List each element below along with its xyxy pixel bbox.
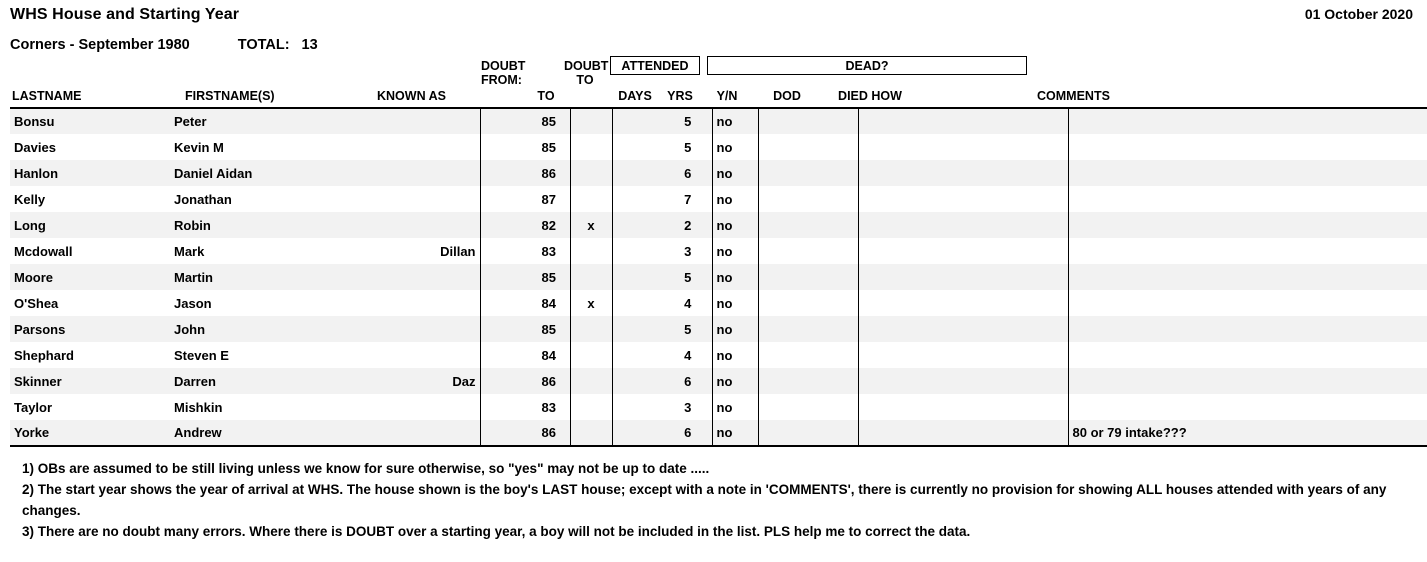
cell-to-year: 85 bbox=[541, 139, 556, 155]
roster-table-body bbox=[10, 108, 1427, 446]
cell-comments bbox=[1068, 316, 1427, 342]
cell-days bbox=[612, 238, 664, 264]
cell-firstnames: John bbox=[174, 321, 206, 337]
cell-doubt-from bbox=[480, 420, 528, 446]
cell-died-how bbox=[858, 108, 1068, 134]
cell-died-how bbox=[858, 290, 1068, 316]
cell-to-year: 82 bbox=[541, 217, 556, 233]
col-dead-group: DEAD? bbox=[707, 56, 1027, 75]
cell-doubt-from bbox=[480, 264, 528, 290]
cell-firstnames: Mark bbox=[174, 243, 205, 259]
house-summary-row bbox=[10, 24, 1417, 53]
cell-to-year: 86 bbox=[541, 373, 556, 389]
col-doubt-from-line1: DOUBT bbox=[481, 59, 526, 73]
cell-known-as bbox=[370, 342, 480, 368]
cell-lastname: Mcdowall bbox=[14, 243, 73, 259]
cell-yrs: 6 bbox=[684, 165, 692, 181]
cell-yn: no bbox=[712, 290, 758, 316]
cell-firstnames: Kevin M bbox=[174, 139, 224, 155]
cell-doubt-from bbox=[480, 212, 528, 238]
cell-known-as bbox=[370, 264, 480, 290]
cell-lastname: Shephard bbox=[14, 347, 74, 363]
document-date: 01 October 2020 bbox=[1304, 6, 1413, 22]
total-value: 13 bbox=[301, 37, 318, 53]
cell-doubt-to: x bbox=[570, 212, 612, 238]
cell-doubt-to bbox=[570, 342, 612, 368]
cell-yrs: 3 bbox=[684, 243, 692, 259]
cell-doubt-to bbox=[570, 394, 612, 420]
cell-to-year: 87 bbox=[541, 191, 556, 207]
cell-dod bbox=[758, 134, 858, 160]
house-and-date: Corners - September 1980 bbox=[10, 37, 190, 53]
cell-known-as bbox=[370, 186, 480, 212]
cell-firstnames: Robin bbox=[174, 217, 211, 233]
cell-yrs: 5 bbox=[684, 139, 692, 155]
table-row[interactable] bbox=[10, 108, 1427, 134]
cell-to-year: 86 bbox=[528, 420, 570, 446]
cell-lastname: Bonsu bbox=[10, 108, 170, 134]
cell-to-year: 86 bbox=[541, 165, 556, 181]
cell-yn: no bbox=[712, 394, 758, 420]
cell-days bbox=[612, 134, 664, 160]
cell-firstnames: Peter bbox=[170, 108, 370, 134]
col-doubt-to-line1: DOUBT bbox=[564, 59, 609, 73]
cell-lastname: O'Shea bbox=[14, 295, 59, 311]
cell-to-year: 85 bbox=[528, 108, 570, 134]
cell-dod bbox=[758, 316, 858, 342]
cell-days bbox=[612, 108, 664, 134]
cell-known-as bbox=[370, 420, 480, 446]
table-row[interactable] bbox=[10, 368, 1427, 394]
cell-doubt-to bbox=[570, 238, 612, 264]
cell-comments bbox=[1068, 212, 1427, 238]
cell-doubt-to bbox=[570, 134, 612, 160]
cell-firstnames: Jason bbox=[174, 295, 212, 311]
cell-to-year: 83 bbox=[541, 399, 556, 415]
roster-table bbox=[10, 107, 1427, 447]
footnote-2: 2) The start year shows the year of arrival at WHS. The house shown is the boy's LAST house; except with a note in 'COMMENTS', there is currently no provision for showing ALL houses attended with years of any changes. bbox=[22, 481, 1387, 518]
cell-days bbox=[612, 212, 664, 238]
cell-comments bbox=[1068, 342, 1427, 368]
cell-known-as bbox=[370, 212, 480, 238]
cell-yn: no bbox=[712, 342, 758, 368]
col-attended-group: ATTENDED bbox=[610, 56, 700, 75]
cell-lastname: Moore bbox=[14, 269, 53, 285]
cell-yrs: 6 bbox=[684, 373, 692, 389]
cell-lastname: Taylor bbox=[14, 399, 53, 415]
cell-comments bbox=[1068, 134, 1427, 160]
cell-died-how bbox=[858, 420, 1068, 446]
cell-lastname: Parsons bbox=[14, 321, 66, 337]
cell-firstnames: Martin bbox=[174, 269, 213, 285]
cell-doubt-to: x bbox=[570, 290, 612, 316]
cell-yrs: 6 bbox=[664, 420, 712, 446]
cell-dod bbox=[758, 186, 858, 212]
table-row[interactable] bbox=[10, 394, 1427, 420]
cell-doubt-from bbox=[480, 316, 528, 342]
cell-lastname: Davies bbox=[14, 139, 56, 155]
cell-comments bbox=[1068, 368, 1427, 394]
cell-yn: no bbox=[712, 316, 758, 342]
cell-days bbox=[612, 160, 664, 186]
cell-firstnames: Mishkin bbox=[174, 399, 223, 415]
cell-died-how bbox=[858, 316, 1068, 342]
cell-died-how bbox=[858, 238, 1068, 264]
document-header bbox=[10, 0, 1417, 24]
cell-firstnames: Daniel Aidan bbox=[174, 165, 253, 181]
cell-lastname: Yorke bbox=[10, 420, 170, 446]
cell-to-year: 84 bbox=[541, 347, 556, 363]
cell-yn: no bbox=[712, 186, 758, 212]
footnotes bbox=[10, 459, 1417, 543]
cell-died-how bbox=[858, 186, 1068, 212]
cell-dod bbox=[758, 212, 858, 238]
total-label: TOTAL: bbox=[237, 37, 290, 53]
table-row[interactable] bbox=[10, 420, 1427, 446]
cell-comments bbox=[1068, 290, 1427, 316]
cell-comments bbox=[1068, 238, 1427, 264]
table-row[interactable] bbox=[10, 186, 1427, 212]
table-row[interactable] bbox=[10, 264, 1427, 290]
cell-died-how bbox=[858, 160, 1068, 186]
cell-lastname: Kelly bbox=[14, 191, 46, 207]
cell-died-how bbox=[858, 264, 1068, 290]
cell-dod bbox=[758, 368, 858, 394]
col-from-to: TO bbox=[537, 89, 555, 103]
cell-died-how bbox=[858, 212, 1068, 238]
cell-doubt-from bbox=[480, 134, 528, 160]
cell-firstnames: Andrew bbox=[170, 420, 370, 446]
col-doubt-to-line2: TO bbox=[576, 73, 594, 87]
cell-yrs: 5 bbox=[684, 321, 692, 337]
cell-dod bbox=[758, 394, 858, 420]
cell-to-year: 83 bbox=[541, 243, 556, 259]
cell-yn: no bbox=[712, 212, 758, 238]
cell-yn: no bbox=[712, 420, 758, 446]
cell-yn: no bbox=[712, 160, 758, 186]
cell-yn: no bbox=[712, 238, 758, 264]
cell-known-as: Dillan bbox=[440, 243, 476, 259]
cell-dod bbox=[758, 342, 858, 368]
cell-firstnames: Steven E bbox=[174, 347, 229, 363]
cell-lastname: Skinner bbox=[14, 373, 62, 389]
col-died-how: DIED HOW bbox=[838, 89, 902, 103]
cell-doubt-from bbox=[480, 394, 528, 420]
cell-days bbox=[612, 368, 664, 394]
cell-yrs: 5 bbox=[664, 108, 712, 134]
table-row[interactable] bbox=[10, 134, 1427, 160]
cell-days bbox=[612, 264, 664, 290]
col-doubt-from-line2: FROM: bbox=[481, 73, 522, 87]
table-row[interactable] bbox=[10, 212, 1427, 238]
cell-comments bbox=[1068, 264, 1427, 290]
cell-comments bbox=[1068, 186, 1427, 212]
cell-to-year: 85 bbox=[541, 321, 556, 337]
cell-comments bbox=[1068, 160, 1427, 186]
cell-doubt-from bbox=[480, 238, 528, 264]
table-row[interactable] bbox=[10, 342, 1427, 368]
cell-days bbox=[612, 186, 664, 212]
cell-yrs: 4 bbox=[684, 347, 692, 363]
table-row[interactable] bbox=[10, 238, 1427, 264]
cell-known-as bbox=[370, 160, 480, 186]
cell-doubt-to bbox=[570, 160, 612, 186]
cell-doubt-from bbox=[480, 290, 528, 316]
cell-dod bbox=[758, 290, 858, 316]
cell-days bbox=[612, 290, 664, 316]
cell-died-how bbox=[858, 134, 1068, 160]
cell-dod bbox=[758, 108, 858, 134]
cell-doubt-to bbox=[570, 420, 612, 446]
cell-yrs: 2 bbox=[684, 217, 692, 233]
cell-died-how bbox=[858, 342, 1068, 368]
cell-doubt-from bbox=[480, 160, 528, 186]
cell-comments bbox=[1068, 108, 1427, 134]
cell-to-year: 84 bbox=[541, 295, 556, 311]
cell-yn: no bbox=[712, 264, 758, 290]
footnote-1: 1) OBs are assumed to be still living unless we know for sure otherwise, so "yes" may not be up to date ..... bbox=[22, 461, 710, 476]
cell-known-as bbox=[370, 394, 480, 420]
column-header-band bbox=[10, 59, 1417, 107]
col-firstnames: FIRSTNAME(S) bbox=[185, 89, 275, 103]
cell-to-year: 85 bbox=[541, 269, 556, 285]
table-row[interactable] bbox=[10, 160, 1427, 186]
cell-doubt-from bbox=[480, 342, 528, 368]
cell-known-as: Daz bbox=[452, 373, 476, 389]
cell-comments bbox=[1068, 394, 1427, 420]
footnote-3: 3) There are no doubt many errors. Where there is DOUBT over a starting year, a boy will not be included in the list. PLS help me to correct the data. bbox=[22, 523, 971, 539]
cell-known-as bbox=[370, 134, 480, 160]
cell-doubt-to bbox=[570, 264, 612, 290]
cell-yn: no bbox=[712, 134, 758, 160]
col-dod: DOD bbox=[773, 89, 801, 103]
page-title: WHS House and Starting Year bbox=[10, 6, 240, 23]
cell-doubt-to bbox=[570, 186, 612, 212]
cell-firstnames: Jonathan bbox=[174, 191, 232, 207]
cell-known-as bbox=[370, 108, 480, 134]
cell-doubt-to bbox=[570, 368, 612, 394]
cell-days bbox=[612, 342, 664, 368]
cell-dod bbox=[758, 264, 858, 290]
col-yrs: YRS bbox=[667, 89, 693, 103]
cell-dod bbox=[758, 238, 858, 264]
col-lastname: LASTNAME bbox=[12, 89, 82, 103]
cell-days bbox=[612, 394, 664, 420]
cell-doubt-from bbox=[480, 368, 528, 394]
cell-firstnames: Darren bbox=[174, 373, 216, 389]
cell-dod bbox=[758, 160, 858, 186]
table-row[interactable] bbox=[10, 316, 1427, 342]
cell-yrs: 7 bbox=[684, 191, 692, 207]
cell-days bbox=[612, 316, 664, 342]
cell-died-how bbox=[858, 394, 1068, 420]
cell-yn: no bbox=[712, 368, 758, 394]
cell-days bbox=[612, 420, 664, 446]
cell-known-as bbox=[370, 316, 480, 342]
table-row[interactable] bbox=[10, 290, 1427, 316]
cell-yrs: 3 bbox=[684, 399, 692, 415]
cell-died-how bbox=[858, 368, 1068, 394]
cell-lastname: Long bbox=[14, 217, 46, 233]
cell-doubt-to bbox=[570, 108, 612, 134]
cell-yrs: 4 bbox=[684, 295, 692, 311]
cell-lastname: Hanlon bbox=[14, 165, 59, 181]
cell-known-as bbox=[370, 290, 480, 316]
cell-yrs: 5 bbox=[684, 269, 692, 285]
col-comments: COMMENTS bbox=[1037, 89, 1110, 103]
col-days: DAYS bbox=[618, 89, 652, 103]
cell-dod bbox=[758, 420, 858, 446]
cell-comments: 80 or 79 intake??? bbox=[1068, 420, 1427, 446]
cell-doubt-from bbox=[480, 186, 528, 212]
cell-doubt-from bbox=[480, 108, 528, 134]
col-known-as: KNOWN AS bbox=[377, 89, 446, 103]
col-yn: Y/N bbox=[716, 89, 738, 103]
cell-yn: no bbox=[712, 108, 758, 134]
cell-doubt-to bbox=[570, 316, 612, 342]
